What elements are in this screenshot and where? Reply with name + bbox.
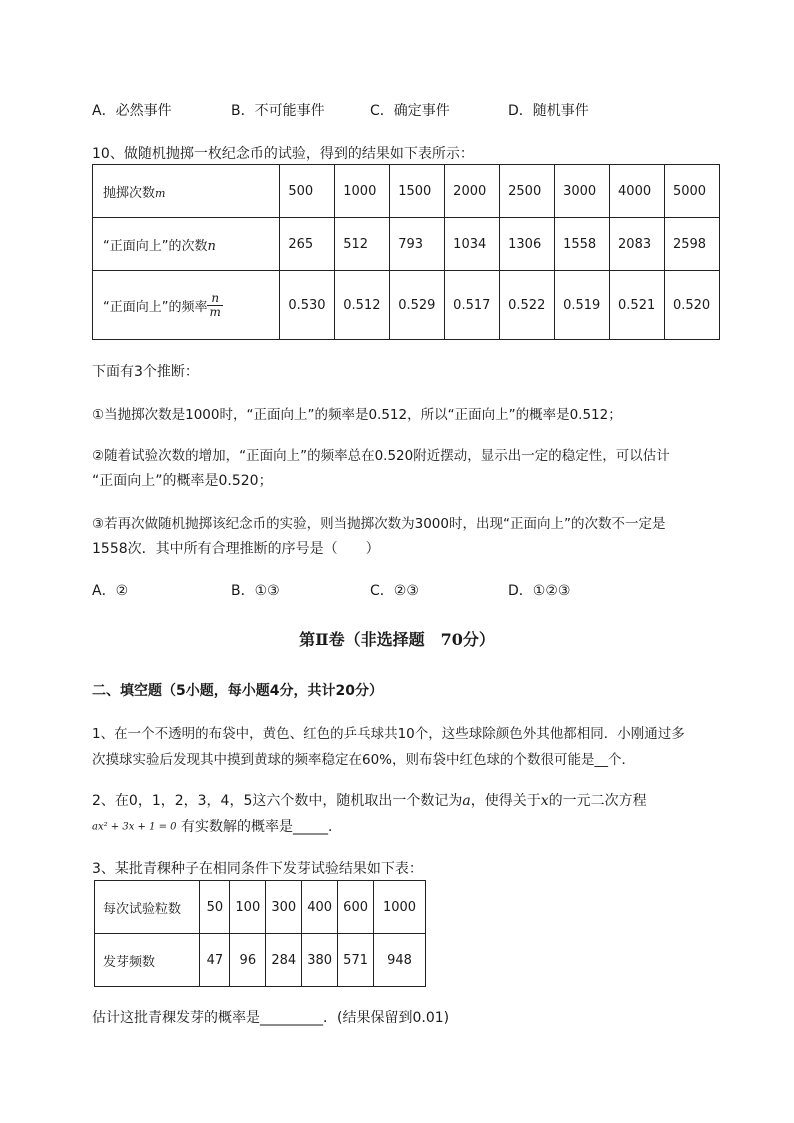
table-cell: 380 [302,934,338,987]
table-cell: 100 [230,881,266,934]
table-cell: 793 [390,218,445,271]
table-cell: 0.529 [390,271,445,340]
fill3-after: 估计这批青稞发芽的概率是_________．(结果保留到0.01) [92,1010,450,1026]
fill3-table-row-trials [95,881,426,934]
q10-option-a: A．② [92,583,129,599]
table-cell: 2083 [610,218,665,271]
table-cell: 948 [374,934,426,987]
table-cell: 1000 [374,881,426,934]
q10-table [92,164,720,340]
row-label: 发芽频数 [95,934,200,987]
row-label: 抛掷次数m [93,165,280,218]
q9-option-d: D．随机事件 [508,103,589,119]
q10-intro: 下面有3个推断： [92,364,199,380]
row-label: “正面向上”的次数n [93,218,280,271]
table-cell: 512 [335,218,390,271]
q10-statement-3b: 1558次．其中所有合理推断的序号是（ ） [92,541,380,557]
table-cell: 2598 [664,218,719,271]
fill1-line2: 次摸球实验后发现其中摸到黄球的频率稳定在60%，则布袋中红色球的个数很可能是__个． [92,752,636,768]
q9-option-a: A．必然事件 [92,103,172,119]
table-cell: 571 [338,934,374,987]
table-cell: 1500 [390,165,445,218]
table-cell: 265 [280,218,335,271]
table-cell: 1558 [555,218,610,271]
part2-title: 第Ⅱ卷（非选择题 70分） [299,630,495,649]
q10-table-row-frequency [93,271,720,340]
table-cell: 47 [200,934,230,987]
table-cell: 400 [302,881,338,934]
fill1-line1: 1、在一个不透明的布袋中，黄色、红色的乒乓球共10个，这些球除颜色外其他都相同．小刚通过多 [92,726,685,742]
table-cell: 1000 [335,165,390,218]
fill3-stem: 3、某批青稞种子在相同条件下发芽试验结果如下表： [92,861,423,877]
fill2-line2: ax² + 3x + 1 = 0 有实数解的概率是_____． [92,819,342,835]
q9-option-c: C．确定事件 [370,103,450,119]
table-cell: 600 [338,881,374,934]
table-cell: 0.512 [335,271,390,340]
table-cell: 0.530 [280,271,335,340]
q10-statement-1: ①当抛掷次数是1000时，“正面向上”的频率是0.512，所以“正面向上”的概率是0.512； [92,407,622,423]
table-cell: 500 [280,165,335,218]
table-cell: 2000 [445,165,500,218]
q10-statement-2b: “正面向上”的概率是0.520； [92,473,273,489]
section2-header: 二、填空题（5小题，每小题4分，共计20分） [92,683,383,699]
q10-statement-2a: ②随着试验次数的增加，“正面向上”的频率总在0.520附近摆动，显示出一定的稳定性，可以估计 [92,448,670,464]
table-cell: 0.521 [610,271,665,340]
table-cell: 0.520 [664,271,719,340]
fill3-table [94,880,426,987]
q10-table-row-heads-count [93,218,720,271]
table-cell: 50 [200,881,230,934]
table-cell: 0.522 [500,271,555,340]
q10-option-d: D．①②③ [508,583,571,599]
q10-option-b: B．①③ [231,583,280,599]
table-cell: 0.519 [555,271,610,340]
q10-option-c: C．②③ [370,583,419,599]
fill3-table-row-germination [95,934,426,987]
table-cell: 0.517 [445,271,500,340]
table-cell: 3000 [555,165,610,218]
row-label: 每次试验粒数 [95,881,200,934]
fraction-n-over-m: $\frac{n}{m}$ [209,290,221,319]
table-cell: 96 [230,934,266,987]
q10-statement-3a: ③若再次做随机抛掷该纪念币的实验，则当抛掷次数为3000时，出现“正面向上”的次数不一定是 [92,516,666,532]
table-cell: 1034 [445,218,500,271]
fill2-line1: 2、在0，1，2，3，4，5这六个数中，随机取出一个数记为a，使得关于x的一元二次方程 [92,793,647,809]
table-cell: 4000 [610,165,665,218]
table-cell: 284 [266,934,302,987]
q10-table-row-trials [93,165,720,218]
table-cell: 2500 [500,165,555,218]
q10-stem: 10、做随机抛掷一枚纪念币的试验，得到的结果如下表所示： [92,146,474,162]
quadratic-equation: ax² + 3x + 1 = 0 [92,821,177,833]
row-label: “正面向上”的频率 $\frac{n}{m}$ [93,271,280,340]
table-cell: 1306 [500,218,555,271]
q9-option-b: B．不可能事件 [231,103,325,119]
table-cell: 5000 [664,165,719,218]
table-cell: 300 [266,881,302,934]
